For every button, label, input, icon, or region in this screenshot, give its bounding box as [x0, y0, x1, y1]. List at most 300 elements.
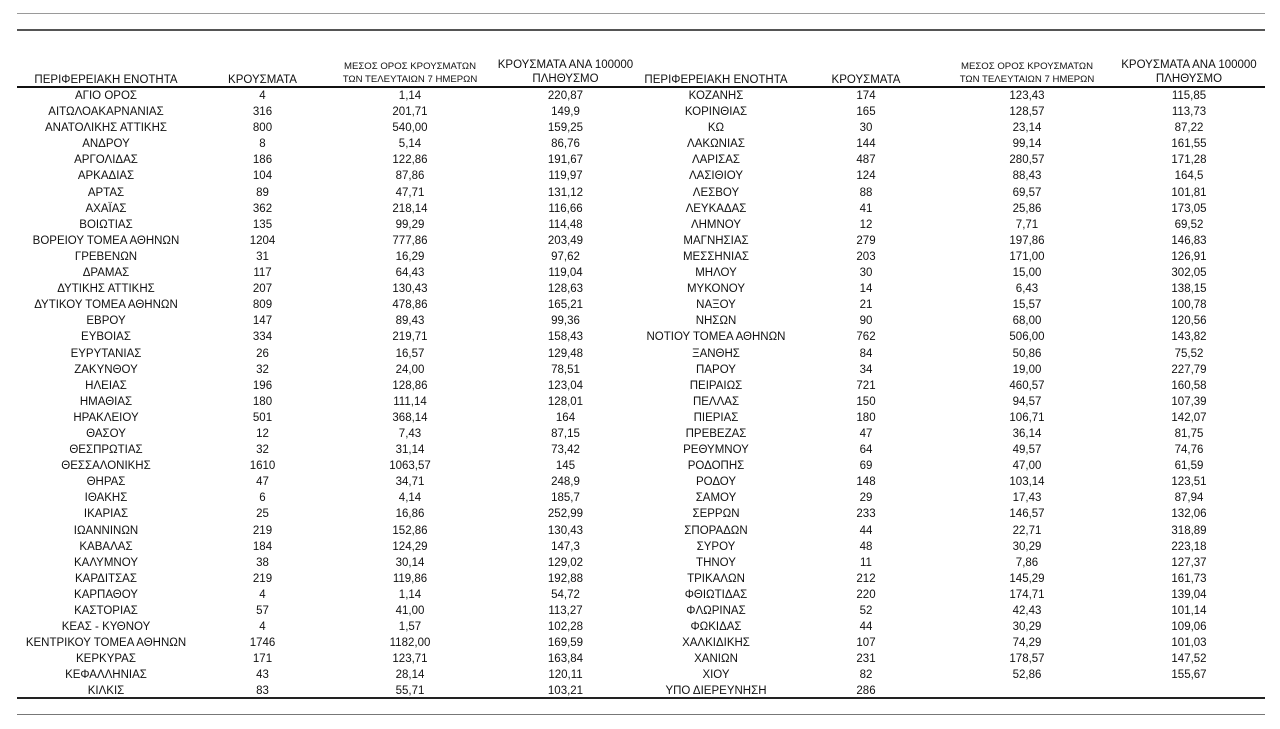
cell-avg7: 174,71 — [1009, 588, 1045, 601]
cell-cases: 219 — [252, 524, 273, 537]
cell-avg7: 99,29 — [395, 218, 425, 231]
cell-region: ΚΑΡΔΙΤΣΑΣ — [75, 572, 137, 585]
cell-per100k: 191,67 — [547, 154, 584, 167]
cell-avg7: 68,00 — [1012, 315, 1042, 328]
table-row — [641, 426, 1265, 442]
cell-region: ΡΟΔΟΥ — [695, 476, 737, 489]
table-row — [641, 185, 1265, 201]
cell-per100k: 119,97 — [548, 170, 583, 183]
cell-cases: 124 — [856, 170, 876, 183]
header-avg7 — [330, 52, 490, 87]
cell-avg7: 1,14 — [398, 90, 422, 102]
cell-region: ΣΠΟΡΑΔΩΝ — [684, 524, 748, 537]
cell-per100k: 81,75 — [1174, 427, 1204, 440]
cell-per100k: 86,76 — [551, 138, 580, 151]
cell-region: ΑΧΑΪΑΣ — [85, 202, 127, 215]
header-avg7-line2: ΤΩΝ ΤΕΛΕΥΤΑΙΩΝ 7 ΗΜΕΡΩΝ — [342, 74, 478, 85]
cell-avg7: 123,43 — [1009, 90, 1045, 102]
cell-cases: 11 — [860, 556, 872, 569]
cell-per100k: 203,49 — [547, 234, 584, 247]
cell-avg7: 777,86 — [392, 234, 428, 247]
table-row — [641, 233, 1265, 249]
cell-per100k: 123,04 — [547, 379, 584, 392]
table-row — [17, 506, 641, 522]
cell-cases: 800 — [252, 122, 273, 135]
table-row — [17, 201, 641, 217]
cell-per100k: 127,37 — [1171, 556, 1207, 569]
cell-cases: 362 — [252, 202, 273, 215]
header-cases: ΚΡΟΥΣΜΑΤΑ — [791, 52, 941, 87]
cell-avg7: 7,71 — [1015, 218, 1039, 231]
cell-per100k: 149,9 — [551, 106, 580, 119]
cell-per100k: 139,04 — [1171, 588, 1207, 601]
cell-avg7: 49,57 — [1012, 444, 1042, 457]
cell-avg7: 128,57 — [1009, 106, 1045, 119]
table-row — [641, 329, 1265, 345]
cell-region: ΛΑΚΩΝΙΑΣ — [687, 138, 745, 151]
table-row — [17, 281, 641, 297]
cell-cases: 233 — [856, 508, 876, 521]
cell-per100k: 185,7 — [551, 492, 580, 505]
table-row — [641, 635, 1265, 651]
cell-cases: 1746 — [249, 637, 276, 650]
cell-region: ΜΥΚΟΝΟΥ — [686, 283, 746, 296]
cell-cases: 83 — [256, 685, 269, 698]
top-rule-thick — [17, 29, 1265, 31]
cell-avg7: 106,71 — [1009, 411, 1045, 424]
header-per100k — [490, 52, 641, 87]
table-row — [641, 442, 1265, 458]
cell-region: ΚΕΝΤΡΙΚΟΥ ΤΟΜΕΑ ΑΘΗΝΩΝ — [25, 637, 187, 650]
cell-per100k: 227,79 — [1171, 363, 1207, 376]
left-table-body — [17, 87, 641, 700]
table-row — [17, 362, 641, 378]
table-row — [641, 523, 1265, 539]
cell-cases: 48 — [859, 540, 873, 553]
table-row — [641, 571, 1265, 587]
cell-per100k: 223,18 — [1171, 540, 1207, 553]
cell-cases: 148 — [856, 476, 876, 489]
cell-cases: 64 — [859, 444, 873, 457]
cell-per100k: 87,94 — [1174, 492, 1204, 505]
cell-avg7: 119,86 — [392, 572, 428, 585]
table-row — [17, 136, 641, 152]
cell-avg7: 74,29 — [1012, 637, 1042, 650]
table-row — [641, 555, 1265, 571]
cell-region: ΚΟΖΑΝΗΣ — [688, 90, 744, 102]
cell-per100k: 115,85 — [1171, 90, 1207, 102]
cell-cases: 165 — [856, 106, 876, 119]
table-row — [17, 249, 641, 265]
left-table-panel — [17, 52, 641, 700]
cell-avg7: 30,29 — [1012, 540, 1042, 553]
table-row — [17, 587, 641, 603]
table-header-row — [17, 52, 641, 87]
table-row — [17, 152, 641, 168]
cell-per100k: 165,21 — [547, 299, 584, 312]
table-row — [641, 297, 1265, 313]
cell-cases: 220 — [856, 588, 876, 601]
cell-cases: 52 — [859, 605, 873, 617]
cell-per100k: 248,9 — [551, 476, 580, 489]
right-cases-table — [641, 52, 1265, 700]
table-row — [17, 410, 641, 426]
cell-per100k: 114,48 — [548, 218, 583, 231]
table-row — [641, 539, 1265, 555]
cell-region: ΑΡΤΑΣ — [87, 186, 125, 199]
cell-region: ΧΑΝΙΩΝ — [694, 653, 738, 666]
table-row — [17, 635, 641, 651]
cell-avg7: 64,43 — [395, 267, 425, 280]
table-row — [641, 667, 1265, 683]
cell-cases: 84 — [859, 347, 873, 360]
header-per100k-line2: ΠΛΗΘΥΣΜΟ — [532, 73, 599, 85]
cell-cases: 14 — [859, 283, 873, 296]
cell-per100k: 302,05 — [1171, 267, 1207, 280]
cell-per100k: 103,21 — [547, 685, 584, 698]
cell-per100k: 138,15 — [1171, 283, 1207, 296]
cell-region: ΦΛΩΡΙΝΑΣ — [686, 605, 746, 617]
table-row — [641, 410, 1265, 426]
cell-cases: 117 — [253, 267, 272, 280]
table-row — [641, 362, 1265, 378]
header-avg7 — [941, 52, 1113, 87]
cell-cases: 12 — [859, 218, 873, 231]
table-row — [641, 136, 1265, 152]
cell-per100k: 147,3 — [551, 540, 580, 553]
cell-avg7: 124,29 — [392, 540, 428, 553]
cell-cases: 29 — [859, 492, 873, 505]
cell-per100k: 107,39 — [1171, 395, 1207, 408]
cell-per100k: 54,72 — [551, 588, 580, 601]
cell-cases: 69 — [859, 460, 873, 473]
cell-region: ΥΠΟ ΔΙΕΡΕΥΝΗΣΗ — [665, 685, 767, 698]
cell-region: ΜΑΓΝΗΣΙΑΣ — [683, 234, 749, 247]
table-row — [17, 426, 641, 442]
cell-cases: 150 — [856, 395, 876, 408]
cell-avg7: 42,43 — [1012, 605, 1042, 617]
cell-avg7: 368,14 — [392, 411, 428, 424]
cell-region: ΠΙΕΡΙΑΣ — [693, 411, 739, 424]
table-row — [17, 571, 641, 587]
cell-cases: 196 — [252, 379, 273, 392]
cell-per100k: 113,27 — [548, 605, 583, 617]
cell-avg7: 36,14 — [1012, 427, 1042, 440]
table-row — [17, 217, 641, 233]
table-row — [641, 104, 1265, 120]
table-row — [641, 281, 1265, 297]
table-header-row — [641, 52, 1265, 87]
cell-per100k: 252,99 — [547, 508, 584, 521]
header-cases: ΚΡΟΥΣΜΑΤΑ — [195, 52, 330, 87]
cell-region: ΚΑΛΥΜΝΟΥ — [74, 556, 138, 569]
cell-per100k: 69,52 — [1174, 218, 1204, 231]
cell-per100k: 147,52 — [1171, 653, 1207, 666]
table-row — [17, 523, 641, 539]
table-row — [641, 458, 1265, 474]
cell-region: ΚΑΡΠΑΘΟΥ — [74, 588, 138, 601]
cell-avg7: 145,29 — [1009, 572, 1045, 585]
cell-avg7: 89,43 — [395, 315, 425, 328]
cell-region: ΚΑΒΑΛΑΣ — [79, 540, 133, 553]
cell-cases: 762 — [856, 331, 876, 344]
cell-cases: 25 — [256, 508, 269, 521]
cell-per100k: 169,59 — [547, 637, 584, 650]
cell-per100k: 73,42 — [551, 444, 580, 457]
cell-avg7: 16,57 — [395, 347, 425, 360]
cell-region: ΙΩΑΝΝΙΝΩΝ — [73, 524, 139, 537]
cell-per100k: 143,82 — [1171, 331, 1207, 344]
table-row — [641, 587, 1265, 603]
table-row — [17, 394, 641, 410]
table-row — [17, 490, 641, 506]
cell-cases: 135 — [252, 218, 273, 231]
cell-region: ΘΕΣΣΑΛΟΝΙΚΗΣ — [61, 460, 151, 473]
cell-cases: 207 — [252, 283, 273, 296]
cell-cases: 4 — [259, 621, 266, 634]
cell-per100k: 142,07 — [1171, 411, 1207, 424]
cell-cases: 334 — [252, 331, 273, 344]
cell-region: ΘΑΣΟΥ — [86, 427, 126, 440]
cell-per100k: 318,89 — [1171, 524, 1207, 537]
cell-per100k: 102,28 — [547, 621, 584, 634]
table-row — [17, 458, 641, 474]
cell-per100k: 75,52 — [1174, 347, 1204, 360]
cell-avg7: 6,43 — [1015, 283, 1039, 296]
cell-per100k: 129,02 — [547, 556, 584, 569]
table-row — [641, 394, 1265, 410]
cell-region: ΞΑΝΘΗΣ — [692, 347, 740, 360]
cell-region: ΔΥΤΙΚΗΣ ΑΤΤΙΚΗΣ — [57, 283, 155, 296]
cell-region: ΣΕΡΡΩΝ — [692, 508, 740, 521]
cell-region: ΗΜΑΘΙΑΣ — [79, 395, 133, 408]
cell-avg7: 201,71 — [392, 106, 428, 119]
cell-region: ΜΕΣΣΗΝΙΑΣ — [682, 250, 750, 263]
cell-region: ΚΟΡΙΝΘΙΑΣ — [684, 106, 748, 119]
cell-avg7: 17,43 — [1012, 492, 1042, 505]
header-avg7-line1: ΜΕΣΟΣ ΟΡΟΣ ΚΡΟΥΣΜΑΤΩΝ — [343, 61, 477, 72]
cell-region: ΦΩΚΙΔΑΣ — [690, 621, 742, 634]
cell-avg7: 128,86 — [392, 379, 428, 392]
cell-avg7: 280,57 — [1009, 154, 1045, 167]
cell-region: ΑΝΑΤΟΛΙΚΗΣ ΑΤΤΙΚΗΣ — [44, 122, 167, 135]
cell-per100k: 164,5 — [1174, 170, 1204, 183]
cell-region: ΛΕΥΚΑΔΑΣ — [685, 202, 747, 215]
cell-avg7: 122,86 — [392, 154, 428, 167]
cell-per100k: 97,62 — [551, 250, 580, 263]
cell-region: ΝΟΤΙΟΥ ΤΟΜΕΑ ΑΘΗΝΩΝ — [646, 331, 786, 344]
cell-region: ΛΑΣΙΘΙΟΥ — [688, 170, 744, 183]
cell-per100k: 159,25 — [547, 122, 584, 135]
cell-cases: 180 — [252, 395, 273, 408]
bottom-rule-thick — [17, 697, 1265, 699]
cell-per100k: 126,91 — [1171, 250, 1207, 263]
cell-cases: 30 — [859, 267, 873, 280]
cell-per100k: 171,28 — [1171, 154, 1207, 167]
cell-cases: 41 — [859, 202, 873, 215]
top-rule-thin — [17, 13, 1265, 14]
cell-avg7: 52,86 — [1012, 669, 1042, 682]
table-row — [641, 506, 1265, 522]
cell-per100k: 132,06 — [1171, 508, 1207, 521]
cell-cases: 32 — [256, 444, 269, 457]
cell-per100k: 160,58 — [1171, 379, 1207, 392]
table-row — [17, 474, 641, 490]
cell-per100k: 130,43 — [547, 524, 584, 537]
cell-avg7: 4,14 — [398, 492, 422, 505]
cell-region: ΘΕΣΠΡΩΤΙΑΣ — [69, 444, 143, 457]
cell-avg7: 30,14 — [395, 556, 425, 569]
table-row — [17, 378, 641, 394]
cell-region: ΓΡΕΒΕΝΩΝ — [74, 250, 138, 263]
cell-cases: 57 — [256, 605, 269, 617]
table-row — [641, 249, 1265, 265]
cell-region: ΚΙΛΚΙΣ — [87, 685, 125, 698]
table-row — [17, 265, 641, 281]
cell-per100k: 161,73 — [1171, 572, 1207, 585]
cell-cases: 186 — [252, 154, 273, 167]
cell-avg7: 15,00 — [1012, 267, 1042, 280]
cell-cases: 31 — [256, 250, 269, 263]
cell-region: ΒΟΡΕΙΟΥ ΤΟΜΕΑ ΑΘΗΝΩΝ — [32, 234, 180, 247]
cell-region: ΡΟΔΟΠΗΣ — [687, 460, 745, 473]
cell-region: ΣΑΜΟΥ — [695, 492, 737, 505]
cell-per100k: 161,55 — [1171, 138, 1207, 151]
cell-cases: 107 — [856, 637, 876, 650]
header-region: ΠΕΡΙΦΕΡΕΙΑΚΗ ΕΝΟΤΗΤΑ — [17, 52, 195, 87]
cell-region: ΔΡΑΜΑΣ — [82, 267, 130, 280]
cell-region: ΜΗΛΟΥ — [695, 267, 737, 280]
table-row — [17, 87, 641, 104]
table-row — [641, 474, 1265, 490]
cell-region: ΝΑΞΟΥ — [696, 299, 736, 312]
cell-avg7: 178,57 — [1009, 653, 1045, 666]
cell-per100k: 101,03 — [1171, 637, 1207, 650]
cell-avg7: 197,86 — [1009, 234, 1045, 247]
cell-per100k: 163,84 — [547, 653, 584, 666]
table-row — [17, 104, 641, 120]
cell-avg7: 24,00 — [395, 363, 425, 376]
table-row — [641, 346, 1265, 362]
cell-cases: 147 — [252, 315, 273, 328]
header-per100k-line1: ΚΡΟΥΣΜΑΤΑ ΑΝΑ 100000 — [497, 59, 634, 71]
header-per100k — [1113, 52, 1265, 87]
cell-region: ΙΚΑΡΙΑΣ — [83, 508, 129, 521]
table-row — [641, 378, 1265, 394]
cell-per100k: 119,04 — [548, 267, 583, 280]
cell-cases: 279 — [856, 234, 876, 247]
cell-avg7: 540,00 — [392, 122, 428, 135]
cell-per100k: 101,14 — [1171, 605, 1207, 617]
cell-per100k: 100,78 — [1171, 299, 1207, 312]
cell-avg7: 1063,57 — [389, 460, 431, 473]
cell-cases: 104 — [252, 170, 273, 183]
cell-cases: 44 — [859, 621, 873, 634]
table-row — [17, 651, 641, 667]
cell-avg7: 34,71 — [395, 476, 425, 489]
cell-cases: 88 — [859, 186, 873, 199]
cell-region: ΕΥΡΥΤΑΝΙΑΣ — [70, 347, 142, 360]
cell-cases: 174 — [856, 90, 876, 102]
cell-cases: 171 — [252, 653, 273, 666]
cell-cases: 8 — [259, 138, 266, 151]
cell-avg7: 22,71 — [1012, 524, 1042, 537]
cell-avg7: 506,00 — [1009, 331, 1045, 344]
cell-region: ΚΩ — [707, 122, 725, 135]
cell-avg7: 94,57 — [1012, 395, 1042, 408]
cell-region: ΤΗΝΟΥ — [696, 556, 736, 569]
cell-cases: 12 — [256, 427, 269, 440]
cell-per100k: 192,88 — [547, 572, 584, 585]
cell-cases: 316 — [252, 106, 273, 119]
table-row — [641, 651, 1265, 667]
cell-avg7: 31,14 — [395, 444, 425, 457]
table-row — [17, 346, 641, 362]
cell-region: ΠΑΡΟΥ — [696, 363, 736, 376]
table-row — [17, 120, 641, 136]
cell-per100k: 128,63 — [547, 283, 584, 296]
cell-avg7: 69,57 — [1012, 186, 1042, 199]
cell-per100k: 129,48 — [547, 347, 584, 360]
cell-cases: 34 — [859, 363, 873, 376]
cell-avg7: 28,14 — [395, 669, 425, 682]
table-row — [641, 265, 1265, 281]
table-row — [641, 490, 1265, 506]
cell-region: ΑΡΚΑΔΙΑΣ — [77, 170, 135, 183]
table-row — [17, 619, 641, 635]
cell-region: ΕΒΡΟΥ — [86, 315, 126, 328]
cell-per100k: 87,22 — [1174, 122, 1204, 135]
cell-region: ΤΡΙΚΑΛΩΝ — [687, 572, 745, 585]
cell-cases: 30 — [859, 122, 873, 135]
cell-region: ΝΗΣΩΝ — [695, 315, 737, 328]
cell-cases: 721 — [856, 379, 876, 392]
table-row — [641, 201, 1265, 217]
right-table-body — [641, 87, 1265, 700]
cell-per100k: 109,06 — [1171, 621, 1207, 634]
cell-per100k: 173,05 — [1171, 202, 1207, 215]
cell-avg7: 30,29 — [1012, 621, 1042, 634]
right-table-panel — [641, 52, 1265, 700]
cell-per100k: 158,43 — [547, 331, 584, 344]
cell-cases: 47 — [256, 476, 269, 489]
cell-avg7: 123,71 — [392, 653, 428, 666]
cell-region: ΠΡΕΒΕΖΑΣ — [685, 427, 747, 440]
table-row — [17, 185, 641, 201]
cell-cases: 501 — [252, 411, 273, 424]
cell-per100k: 220,87 — [547, 90, 584, 102]
cell-cases: 89 — [256, 186, 269, 199]
cell-region: ΒΟΙΩΤΙΑΣ — [79, 218, 133, 231]
table-row — [641, 619, 1265, 635]
cell-avg7: 171,00 — [1009, 250, 1045, 263]
cell-cases: 38 — [256, 556, 269, 569]
cell-avg7: 103,14 — [1009, 476, 1045, 489]
cell-region: ΠΕΛΛΑΣ — [692, 395, 740, 408]
cell-region: ΖΑΚΥΝΘΟΥ — [74, 363, 138, 376]
cell-region: ΘΗΡΑΣ — [86, 476, 126, 489]
cell-avg7: 88,43 — [1012, 170, 1042, 183]
table-row — [17, 329, 641, 345]
cell-avg7: 111,14 — [393, 395, 427, 408]
cell-cases: 231 — [856, 653, 876, 666]
cell-region: ΚΕΦΑΛΛΗΝΙΑΣ — [65, 669, 147, 682]
cases-by-region-sheet — [17, 52, 1265, 700]
cell-avg7: 87,86 — [395, 170, 425, 183]
cell-per100k: 116,66 — [548, 202, 583, 215]
cell-avg7: 152,86 — [392, 524, 428, 537]
table-row — [17, 313, 641, 329]
